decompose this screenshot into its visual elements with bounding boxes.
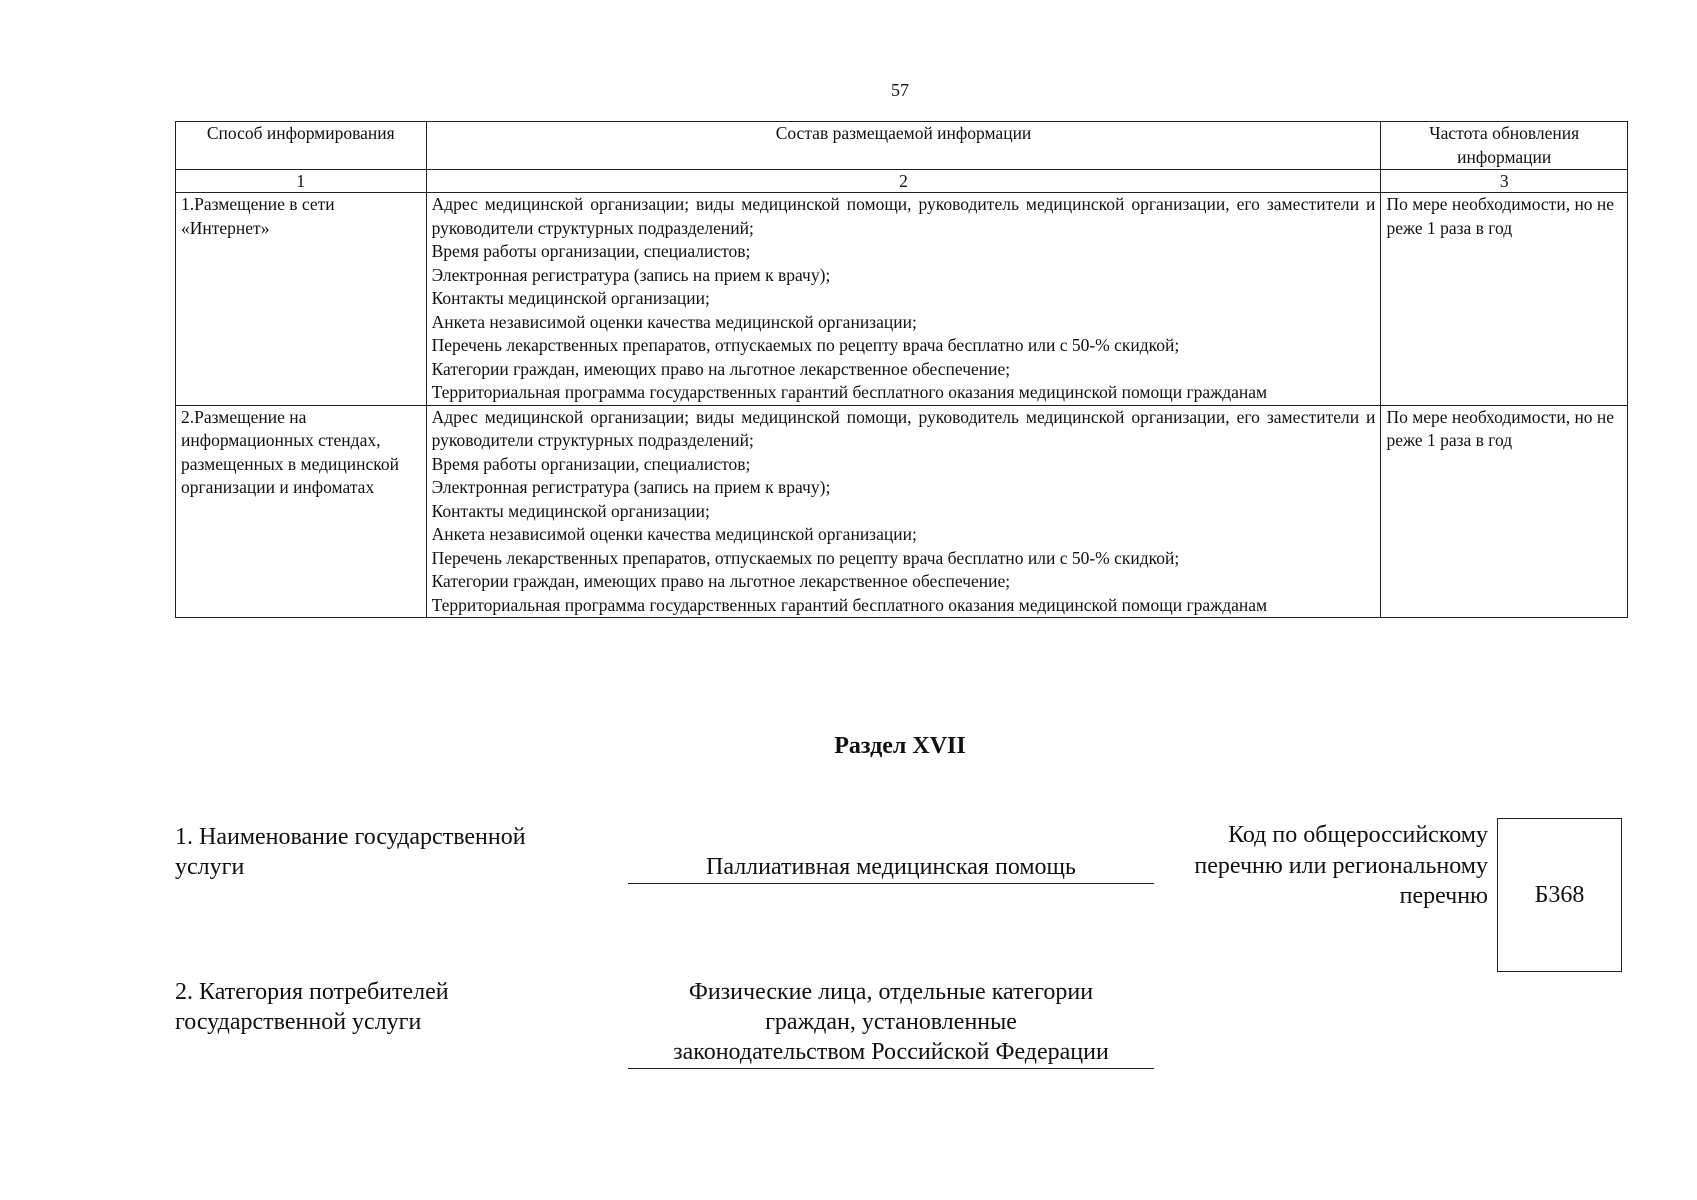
content-line: Анкета независимой оценки качества медицинской организации; (431, 524, 917, 544)
page-number: 57 (891, 80, 909, 100)
content-line: Контакты медицинской организации; (431, 288, 710, 308)
table-row (176, 193, 1628, 406)
frequency-cell: По мере необходимости, но не реже 1 раза в год (1381, 193, 1628, 406)
content-line: Категории граждан, имеющих право на льготное лекарственное обеспечение; (431, 358, 1011, 379)
column-number-row (176, 170, 1628, 193)
code-label: Код по общероссийскому перечню или региональному перечню (1194, 822, 1488, 909)
header-content: Состав размещаемой информации (426, 122, 1381, 170)
content-line: Время работы организации, специалистов; (431, 241, 751, 261)
header-frequency: Частота обновления информации (1381, 122, 1628, 170)
content-line: Перечень лекарственных препаратов, отпускаемых по рецепту врача бесплатно или с 50-% скидкой; (431, 547, 1180, 568)
method-cell: 1.Размещение в сети «Интернет» (176, 193, 427, 406)
content-line: Анкета независимой оценки качества медицинской организации; (431, 311, 917, 332)
column-number: 3 (1381, 170, 1628, 193)
content-line: Территориальная программа государственных гарантий бесплатного оказания медицинской помощи гражданам (431, 594, 1268, 615)
content-line: Категории граждан, имеющих право на льготное лекарственное обеспечение; (431, 571, 1011, 591)
method-cell: 2.Размещение на информационных стендах, размещенных в медицинской организации и инфоматах (176, 405, 427, 618)
content-line: Перечень лекарственных препаратов, отпускаемых по рецепту врача бесплатно или с 50-% скидкой; (431, 335, 1180, 355)
service-name-value: Паллиативная медицинская помощь (628, 852, 1154, 884)
content-cell (426, 193, 1381, 406)
table-row (176, 405, 1628, 618)
content-cell (426, 405, 1381, 618)
service-name-label: 1. Наименование государственной услуги (175, 824, 526, 880)
table-header-row (176, 122, 1628, 170)
column-number: 2 (426, 170, 1381, 193)
content-line: Адрес медицинской организации; виды медицинской помощи, руководитель медицинской организации, его заместители и руководители структурных подразделений; (431, 194, 1376, 238)
content-line: Территориальная программа государственных гарантий бесплатного оказания медицинской помощи гражданам (431, 382, 1268, 402)
content-line: Электронная регистратура (запись на прием к врачу); (431, 264, 831, 285)
code-value: Б368 (1534, 881, 1585, 908)
content-line: Контакты медицинской организации; (431, 500, 710, 521)
column-number: 1 (176, 170, 427, 193)
code-box (1497, 818, 1622, 972)
frequency-cell: По мере необходимости, но не реже 1 раза в год (1381, 405, 1628, 618)
content-line: Время работы организации, специалистов; (431, 453, 751, 474)
content-line: Электронная регистратура (запись на прием к врачу); (431, 477, 831, 497)
content-line: Адрес медицинской организации; виды медицинской помощи, руководитель медицинской организации, его заместители и руководители структурных подразделений; (431, 406, 1376, 450)
information-table (175, 121, 1628, 618)
section-title: Раздел XVII (834, 733, 966, 759)
consumers-value: Физические лица, отдельные категории граждан, установленные законодательством Российской Федерации (628, 977, 1154, 1069)
consumers-label: 2. Категория потребителей государственной услуги (175, 979, 449, 1035)
header-method: Способ информирования (176, 122, 427, 170)
